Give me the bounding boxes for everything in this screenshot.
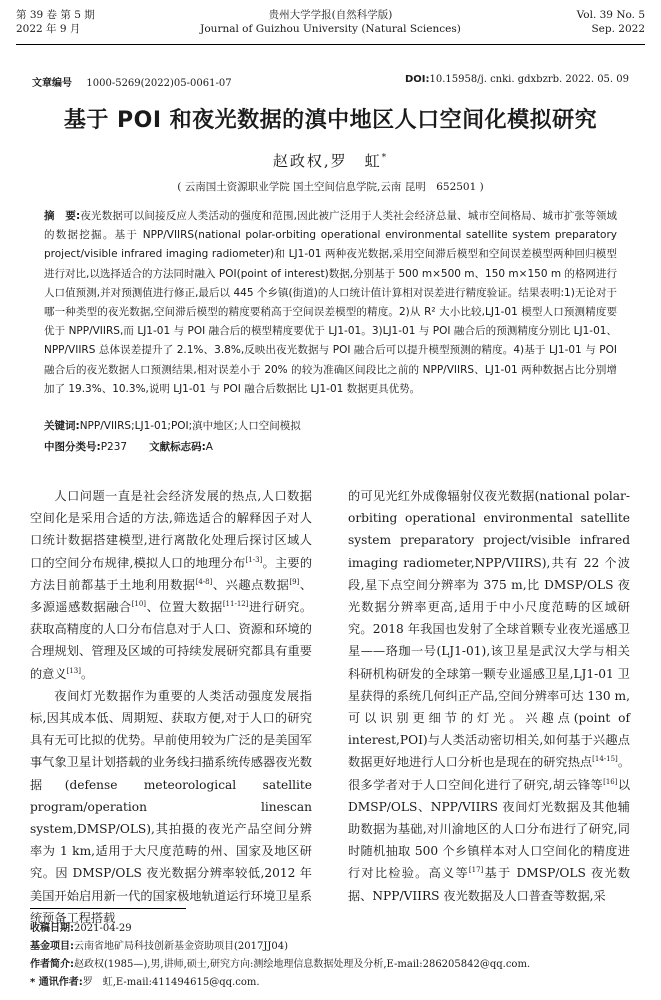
corresponding-mark: * — [381, 153, 389, 163]
footnote-corresponding — [30, 976, 631, 990]
header-rule — [16, 44, 645, 45]
author-line — [0, 150, 661, 171]
affiliation: ( 云南国土资源职业学院 国土空间信息学院,云南 昆明 652501 ) — [177, 181, 484, 193]
author-bio-value: 赵政权(1985—),男,讲师,硕士,研究方向:测绘地理信息数据处理及分析,E-mail:286205842@qq.com. — [74, 959, 531, 970]
issue-date-en: Sep. 2022 — [591, 23, 645, 35]
volume-issue: 第 39 卷 第 5 期 — [16, 9, 95, 21]
body-column-left — [30, 485, 312, 929]
citation: [9] — [289, 577, 300, 586]
citation: [13] — [66, 666, 81, 675]
fund-label: 基金项目: — [30, 941, 74, 952]
citation: [17] — [468, 866, 484, 875]
running-header — [16, 8, 645, 42]
footnote-rule — [30, 908, 186, 909]
footnote-author — [30, 958, 631, 972]
issue-date: 2022 年 9 月 — [16, 23, 81, 35]
body-paragraph: 人口问题一直是社会经济发展的热点,人口数据空间化是采用合适的方法,筛选适合的解释因子对人口统计数据搭建模型,进行离散化处理后探讨区域人口的空间分布规律,模拟人口的地理分布[1-3]。主要的方法目前都基于土地利用数据[4-8]、兴趣点数据[9]、多源遥感数据融合[10]、位置大数据[11-12]进行研究。获取高精度的人口分布信息对于人口、资源和环境的合理规划、管理及区域的可持续发展研究都具有重要的意义[13]。 — [30, 489, 313, 681]
citation: [14-15] — [592, 755, 618, 764]
citation: [10] — [131, 599, 147, 608]
author-bio-label: 作者简介: — [30, 959, 74, 970]
keywords — [44, 418, 617, 433]
body-paragraph: 的可见光红外成像辐射仪夜光数据(national polar-orbiting operational environmental satellite system preparatory project/visible infrared imaging radiometer,NPP/VIIRS),共有 22 个波段,星下点空间分辨率为 375 m,比 DMSP/OLS 夜光数据分辨率更高,适用于中小尺度范畴的区域研究。2018 年我国也发射了全球首颗专业夜光遥感卫星——珞珈一号(LJ1-01),该卫星是武汉大学与相关科研机构研发的全球第一颗专业遥感卫星,LJ1-01 卫星获得的系统几何纠正产品,空间分辨率可达 130 m,可以识别更细节的灯光。兴趣点(point of interest,POI)与人类活动密切相关,如何基于兴趣点数据更好地进行人口分析也是现在的研究热点[14-15]。很多学者对于人口空间化进行了研究,胡云锋等[16]以 DMSP/OLS、NPP/VIIRS 夜间灯光数据及其他辅助数据为基础,对川渝地区的人口分布进行了研究,同时随机抽取 500 个乡镇样本对人口空间化的精度进行对比检验。高义等[17]基于 DMSP/OLS 夜光数据、NPP/VIIRS 夜光数据及人口普查等数据,采 — [348, 489, 631, 903]
issue-info-en — [577, 8, 645, 36]
citation: [1-3] — [245, 555, 263, 564]
article-number-label: 文章编号 — [32, 78, 72, 89]
citation: [4-8] — [195, 577, 213, 586]
journal-name-en: Journal of Guizhou University (Natural Sciences) — [200, 23, 461, 35]
footnote-received — [30, 922, 631, 936]
classification — [44, 439, 617, 454]
article-number — [32, 74, 232, 89]
corresponding-value: 罗 虹,E-mail:411494615@qq.com. — [82, 977, 260, 988]
citation: [11-12] — [222, 599, 249, 608]
body-column-right — [348, 485, 630, 907]
doi — [405, 74, 629, 85]
abstract-text: 夜光数据可以间接反应人类活动的强度和范围,因此被广泛用于人类社会经济总量、城市空间格局、城市扩张等领域的数据挖掘。基于 NPP/VIIRS(national polar-orbiting operational environmental satellite system preparatory project/visible infrared imaging radiometer)和 LJ1-01 两种夜光数据,采用空间滞后模型和空间误差模型两种回归模型进行对比,以选择适合的方法同时融入 POI(point of interest)数据,分别基于 500 m×500 m、150 m×150 m 的格网进行人口值预测,并对预测值进行修正,最后以 445 个乡镇(街道)的人口统计值计算相对误差进行精度验证。结果表明:1)无论对于哪一种类型的夜光数据,空间滞后模型的精度要稍高于空间误差模型的精度。2)从 R² 大小比较,LJ1-01 模型人口预测精度要优于 NPP/VIIRS,而 LJ1-01 与 POI 融合后的模型精度要优于 LJ1-01。3)LJ1-01 与 POI 融合后的预测精度分别比 LJ1-01、NPP/VIIRS 总体误差提升了 2.1%、3.8%,反映出夜光数据与 POI 融合后可以提升模型预测的精度。4)基于 LJ1-01 与 POI 融合后的夜光数据人口预测结果,相对误差小于 20% 的较为准确区间段比之前的 NPP/VIIRS、LJ1-01 两种数据占比分别增加了 19.3%、10.3%,说明 LJ1-01 与 POI 融合后数据比 LJ1-01 数据更具优势。 — [44, 210, 617, 395]
journal-name — [16, 8, 645, 36]
body-paragraph: 夜间灯光数据作为重要的人类活动强度发展指标,因其成本低、周期短、获取方便,对于人口的研究具有无可比拟的优势。早前使用较为广泛的是美国军事气象卫星计划搭载的业务线扫描系统传感器夜光数据(defense meteorological satellite program/operation linescan system,DMSP/OLS),其拍摄的夜光产品空间分辨率为 1 km,适用于大尺度范畴的州、国家及地区研究。因 DMSP/OLS 夜光数据分辨率较低,2012 年美国开始启用新一代的国家极地轨道运行环境卫星系统预备工程搭载 — [30, 688, 312, 925]
fund-value: 云南省地矿局科技创新基金资助项目(2017JJ04) — [74, 941, 288, 952]
keywords-text: NPP/VIIRS;LJ1-01;POI;滇中地区;人口空间模拟 — [79, 420, 301, 432]
received-label: 收稿日期: — [30, 923, 74, 934]
abstract — [44, 207, 617, 399]
clc-value: P237 — [100, 441, 128, 453]
citation: [16] — [603, 777, 618, 786]
author-names: 赵政权,罗 虹 — [272, 152, 382, 170]
volume-issue-en: Vol. 39 No. 5 — [576, 9, 645, 21]
clc-label: 中图分类号: — [44, 441, 101, 453]
journal-name-cn: 贵州大学学报(自然科学版) — [268, 9, 393, 21]
article-title: 基于 POI 和夜光数据的滇中地区人口空间化模拟研究 — [63, 108, 598, 133]
corresponding-label: * 通讯作者: — [30, 977, 83, 988]
article-number-value: 1000-5269(2022)05-0061-07 — [86, 78, 232, 89]
doi-value: 10.15958/j. cnki. gdxbzrb. 2022. 05. 09 — [429, 74, 629, 85]
doc-code-label: 文献标志码: — [149, 441, 206, 453]
received-value: 2021-04-29 — [74, 923, 132, 934]
article-meta — [32, 74, 629, 88]
doc-code-value: A — [205, 441, 213, 453]
keywords-label: 关键词: — [44, 420, 80, 432]
footnote-fund — [30, 940, 631, 954]
doi-label: DOI: — [405, 74, 430, 85]
abstract-label: 摘 要: — [44, 210, 81, 222]
